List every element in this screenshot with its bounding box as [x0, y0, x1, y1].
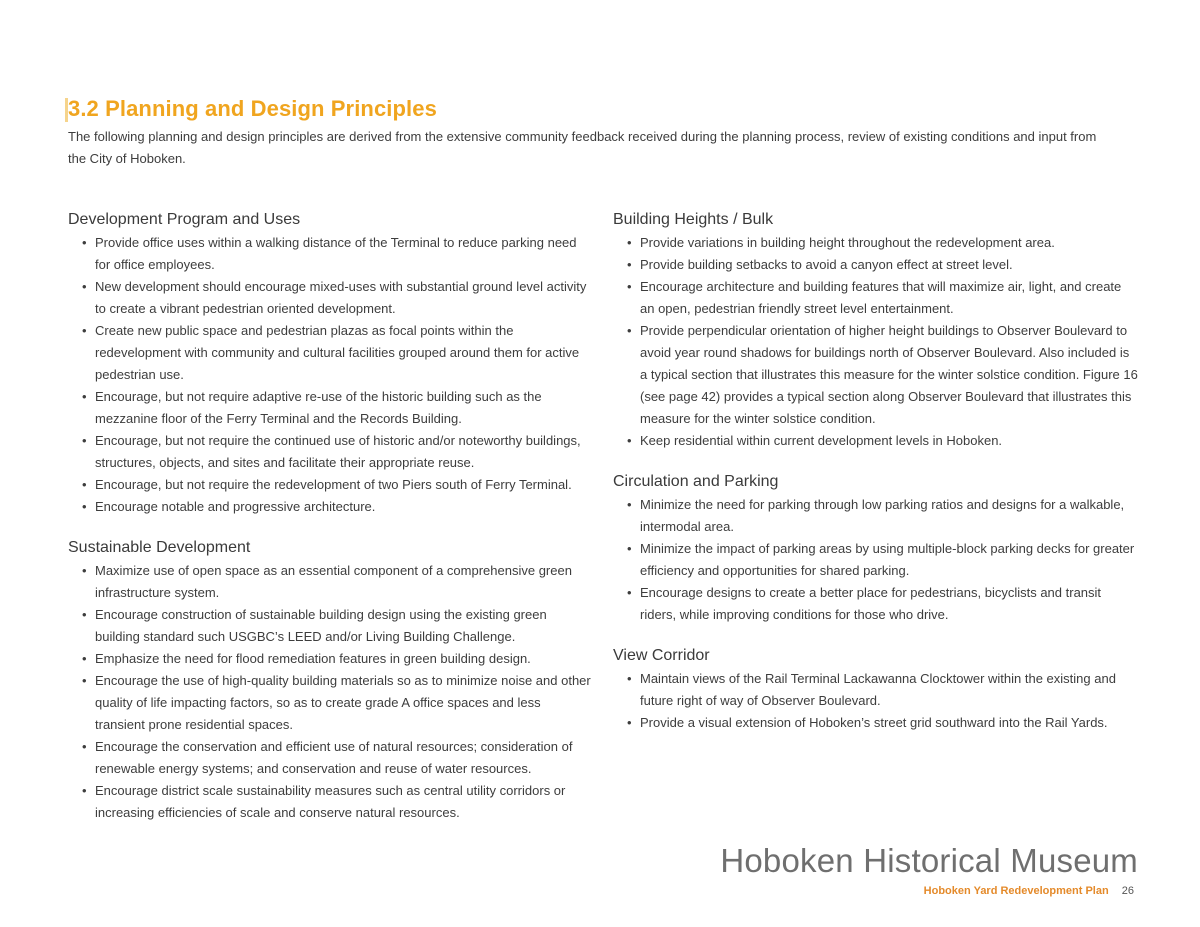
section-development-program [68, 208, 593, 518]
list-item: • Minimize the need for parking through low parking ratios and designs for a walkable, intermodal area. [613, 494, 1138, 538]
list-item: • Encourage the conservation and efficient use of natural resources; consideration of renewable energy systems; and conservation and reuse of water resources. [68, 736, 593, 780]
list-item: • Provide building setbacks to avoid a canyon effect at street level. [613, 254, 1138, 276]
page-title: 3.2 Planning and Design Principles [68, 96, 437, 121]
list-item: • Provide perpendicular orientation of higher height buildings to Observer Boulevard to avoid year round shadows for buildings north of Observer Boulevard. Also included is a typical section that illustrates this measure for the winter solstice condition. Figure 16 (see page 42) provides a typical section along Observer Boulevard that illustrates this measure for the winter solstice condition. [613, 320, 1138, 430]
right-column [613, 208, 1138, 752]
section-sustainable-development [68, 536, 593, 824]
list-item: • Provide office uses within a walking distance of the Terminal to reduce parking need for office employees. [68, 232, 593, 276]
section-view-corridor [613, 644, 1138, 734]
page-number: 26 [1121, 885, 1134, 897]
list-item: • New development should encourage mixed-uses with substantial ground level activity to create a vibrant pedestrian oriented development. [68, 276, 593, 320]
section-circulation-parking [613, 470, 1138, 626]
section-heading: Circulation and Parking [613, 473, 779, 490]
list-item: • Emphasize the need for flood remediation features in green building design. [68, 648, 593, 670]
list-item: • Encourage notable and progressive architecture. [68, 496, 593, 518]
list-item: • Encourage construction of sustainable building design using the existing green building standard such USGBC’s LEED and/or Living Building Challenge. [68, 604, 593, 648]
bullet-list [613, 668, 1138, 734]
section-building-heights [613, 208, 1138, 452]
intro-paragraph: The following planning and design principles are derived from the extensive community feedback received during the planning process, review of existing conditions and input from the City of Hoboken. [68, 129, 1097, 166]
list-item: • Maximize use of open space as an essential component of a comprehensive green infrastructure system. [68, 560, 593, 604]
list-item: • Maintain views of the Rail Terminal Lackawanna Clocktower within the existing and future right of way of Observer Boulevard. [613, 668, 1138, 712]
list-item: • Provide a visual extension of Hoboken’s street grid southward into the Rail Yards. [613, 712, 1138, 734]
museum-watermark: Hoboken Historical Museum [720, 842, 1138, 879]
list-item: • Provide variations in building height throughout the redevelopment area. [613, 232, 1138, 254]
list-item: • Encourage, but not require adaptive re-use of the historic building such as the mezzanine floor of the Ferry Terminal and the Records Building. [68, 386, 593, 430]
list-item: • Encourage, but not require the continued use of historic and/or noteworthy buildings, structures, objects, and sites and facilitate their appropriate reuse. [68, 430, 593, 474]
section-heading: Development Program and Uses [68, 211, 301, 228]
bullet-list [68, 560, 593, 824]
left-column [68, 208, 593, 842]
bullet-list [613, 232, 1138, 452]
list-item: • Encourage architecture and building features that will maximize air, light, and create an open, pedestrian friendly street level entertainment. [613, 276, 1138, 320]
list-item: • Minimize the impact of parking areas by using multiple-block parking decks for greater efficiency and opportunities for shared parking. [613, 538, 1138, 582]
list-item: • Encourage, but not require the redevelopment of two Piers south of Ferry Terminal. [68, 474, 593, 496]
section-heading: Building Heights / Bulk [613, 211, 774, 228]
list-item: • Encourage district scale sustainability measures such as central utility corridors or increasing efficiencies of scale and conserve natural resources. [68, 780, 593, 824]
list-item: • Keep residential within current development levels in Hoboken. [613, 430, 1138, 452]
bullet-list [68, 232, 593, 518]
section-heading: Sustainable Development [68, 539, 251, 556]
list-item: • Encourage the use of high-quality building materials so as to minimize noise and other quality of life impacting factors, so as to create grade A office spaces and less transient prone residential spaces. [68, 670, 593, 736]
section-heading: View Corridor [613, 647, 710, 664]
list-item: • Create new public space and pedestrian plazas as focal points within the redevelopment with community and cultural facilities grouped around them for active pedestrian use. [68, 320, 593, 386]
page-footer [924, 884, 1134, 898]
bullet-list [613, 494, 1138, 626]
list-item: • Encourage designs to create a better place for pedestrians, bicyclists and transit riders, while improving conditions for those who drive. [613, 582, 1138, 626]
footer-document-title: Hoboken Yard Redevelopment Plan [923, 885, 1109, 897]
